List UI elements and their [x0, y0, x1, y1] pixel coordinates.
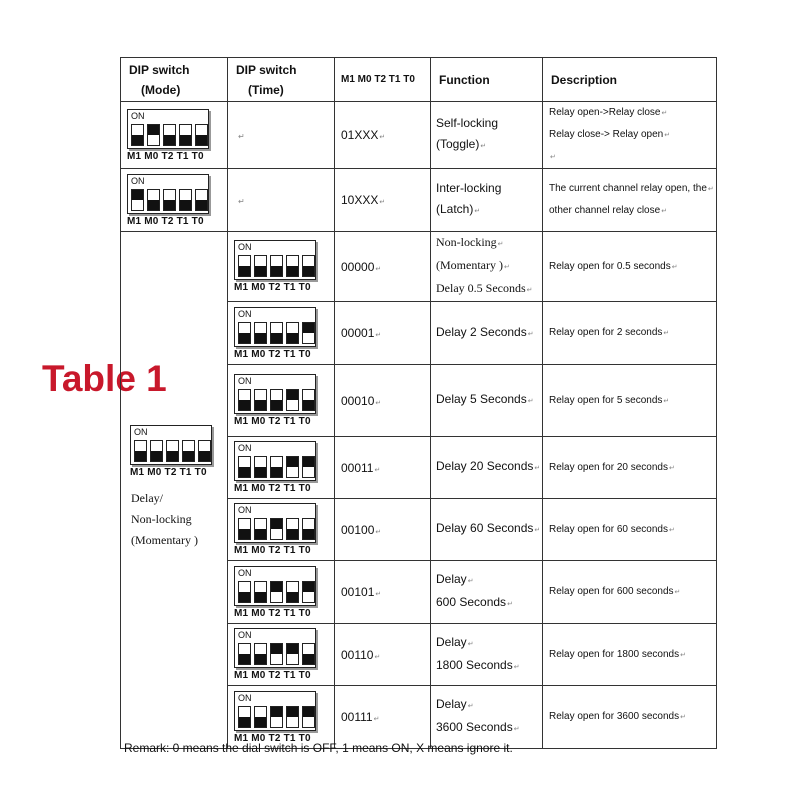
description-line-text: other channel relay close: [549, 205, 661, 216]
switch-pin-off: [238, 255, 251, 277]
switch-pin-off: [302, 518, 315, 540]
description-line: [549, 706, 716, 728]
return-mark-icon: ↵: [374, 466, 381, 474]
function-line-text: Delay 5 Seconds: [436, 392, 527, 406]
function-cell: [431, 561, 543, 624]
function-line: [436, 717, 542, 740]
return-mark-icon: ↵: [534, 527, 541, 534]
function-line: [436, 655, 542, 678]
function-line: [436, 199, 542, 222]
switch-pin-off: [166, 440, 179, 462]
switch-pin-on: [286, 389, 299, 411]
function-line-text: (Latch): [436, 202, 474, 216]
description-cell: [543, 169, 717, 232]
return-mark-icon: ↵: [379, 199, 386, 206]
switch-pin-off: [182, 440, 195, 462]
switch-pin-off: [179, 124, 192, 146]
dip-switch-body: [234, 628, 316, 668]
switch-pin-off: [238, 643, 251, 665]
return-mark-icon: ↵: [467, 578, 474, 585]
description-line: [549, 322, 716, 344]
table-row: [121, 102, 717, 169]
return-mark-icon: ↵: [663, 397, 670, 405]
description-line: [549, 390, 716, 412]
description-line-text: Relay open for 60 seconds: [549, 523, 668, 535]
description-cell: [543, 437, 717, 499]
return-mark-icon: ↵: [238, 197, 245, 206]
switch-pin-off: [179, 189, 192, 211]
dip-switch-body: [127, 174, 209, 214]
function-line: [436, 518, 542, 541]
switch-pin-off: [238, 518, 251, 540]
function-line-text: Delay 2 Seconds: [436, 324, 527, 339]
switch-pin-on: [286, 706, 299, 728]
function-cell: [431, 102, 543, 169]
switch-pin-off: [270, 255, 283, 277]
switch-pin-off: [302, 643, 315, 665]
return-mark-icon: ↵: [674, 589, 681, 596]
header-time-line1: DIP switch: [236, 62, 297, 77]
function-line: [436, 178, 542, 199]
switch-pins-label: M1 M0 T2 T1 T0: [234, 483, 311, 494]
description-cell: [543, 302, 717, 365]
delay-mode-label: [131, 488, 198, 551]
description-line: [549, 581, 716, 603]
switch-pin-off: [254, 255, 267, 277]
function-line-text: 3600 Seconds: [436, 720, 513, 734]
switch-pins-label: M1 M0 T2 T1 T0: [127, 215, 204, 227]
switch-pin-off: [286, 322, 299, 344]
bits-code: [341, 461, 430, 475]
description-cell: [543, 624, 717, 686]
function-cell: [431, 365, 543, 437]
bits-code-cell: [335, 624, 431, 686]
description-line: [549, 146, 716, 168]
function-cell: [431, 686, 543, 749]
dip-switch-body: [234, 307, 316, 347]
description-cell: [543, 686, 717, 749]
switch-pin-off: [134, 440, 147, 462]
switch-on-label: ON: [238, 443, 252, 453]
table-row: [121, 169, 717, 232]
header-function: Function: [431, 58, 543, 102]
description-line: [549, 178, 716, 200]
return-mark-icon: ↵: [526, 286, 533, 294]
switch-pin-off: [254, 706, 267, 728]
function-line: [436, 592, 542, 615]
switch-pin-off: [195, 189, 208, 211]
return-mark-icon: ↵: [375, 528, 382, 536]
switch-pin-off: [150, 440, 163, 462]
description-line-text: Relay open for 20 seconds: [549, 461, 668, 473]
switch-pins-label: M1 M0 T2 T1 T0: [130, 467, 207, 478]
function-line: [436, 694, 542, 717]
bits-code: [341, 648, 430, 662]
switch-on-label: ON: [238, 505, 252, 515]
dip-switch-diagram: [130, 425, 212, 478]
time-switch-cell: [228, 169, 335, 232]
switch-pins-label: M1 M0 T2 T1 T0: [234, 416, 311, 427]
function-line-text: Delay 0.5 Seconds: [436, 281, 526, 295]
function-line-text: Self-locking: [436, 116, 499, 130]
return-mark-icon: ↵: [661, 110, 668, 117]
switch-pin-off: [198, 440, 211, 462]
return-mark-icon: ↵: [668, 526, 675, 534]
switch-pin-off: [195, 124, 208, 146]
return-mark-icon: ↵: [513, 663, 520, 671]
function-line-text: Inter-locking: [436, 181, 502, 195]
return-mark-icon: ↵: [480, 143, 487, 150]
description-line-text: Relay open for 3600 seconds: [549, 711, 680, 722]
description-line-text: Relay open->Relay close: [549, 107, 661, 118]
bits-code: [341, 710, 430, 724]
switch-on-label: ON: [131, 110, 145, 121]
switch-on-label: ON: [134, 427, 148, 437]
return-mark-icon: ↵: [379, 134, 386, 141]
switch-pins-label: M1 M0 T2 T1 T0: [234, 732, 311, 744]
return-mark-icon: ↵: [497, 240, 504, 248]
function-line-text: 1800 Seconds: [436, 657, 513, 672]
switch-pin-on: [302, 456, 315, 478]
function-line-text: Delay: [436, 697, 467, 711]
function-line-text: 600 Seconds: [436, 595, 507, 609]
return-mark-icon: ↵: [374, 653, 381, 661]
bits-code: [341, 128, 430, 142]
switch-pin-off: [270, 389, 283, 411]
switch-on-label: ON: [238, 630, 252, 640]
description-line: [549, 124, 716, 146]
description-line: [549, 644, 716, 666]
return-mark-icon: ↵: [513, 726, 520, 733]
table-row: [121, 232, 717, 302]
bits-code-text: 00001: [341, 326, 375, 340]
switch-pin-on: [302, 706, 315, 728]
dip-switch-table: [120, 57, 717, 749]
return-mark-icon: ↵: [507, 601, 513, 608]
description-line-text: Relay open for 600 seconds: [549, 586, 674, 597]
return-mark-icon: ↵: [467, 640, 474, 648]
time-switch-cell: [228, 686, 335, 749]
return-mark-icon: ↵: [661, 208, 668, 215]
function-line: [436, 322, 542, 345]
function-line-text: Delay 60 Seconds: [436, 521, 534, 535]
bits-code-cell: [335, 365, 431, 437]
function-cell: [431, 232, 543, 302]
description-cell: [543, 561, 717, 624]
switch-pin-off: [286, 581, 299, 603]
return-mark-icon: ↵: [375, 265, 382, 273]
description-line-text: The current channel relay open, the: [549, 183, 707, 194]
mode-switch-cell: [121, 102, 228, 169]
switch-pin-off: [131, 124, 144, 146]
time-switch-cell: [228, 499, 335, 561]
function-line: [436, 456, 542, 479]
return-mark-icon: ↵: [671, 263, 678, 271]
return-mark-icon: ↵: [373, 716, 380, 723]
switch-pin-on: [131, 189, 144, 211]
bits-code-cell: [335, 561, 431, 624]
dip-switch-diagram: [127, 174, 209, 227]
switch-pins-label: M1 M0 T2 T1 T0: [234, 348, 311, 360]
return-mark-icon: ↵: [663, 330, 670, 337]
description-line: [549, 200, 716, 222]
switch-pin-off: [254, 389, 267, 411]
switch-pins-label: M1 M0 T2 T1 T0: [234, 545, 311, 556]
bits-code-text: 01XXX: [341, 128, 379, 142]
dip-switch-diagram: [234, 240, 316, 293]
switch-pin-on: [270, 643, 283, 665]
bits-code-text: 00010: [341, 393, 375, 408]
time-switch-cell: [228, 232, 335, 302]
description-line-text: Relay close-> Relay open: [549, 129, 664, 140]
description-line-text: Relay open for 1800 seconds: [549, 648, 680, 660]
mode-switch-cell: [121, 169, 228, 232]
switch-pin-on: [270, 581, 283, 603]
description-cell: [543, 102, 717, 169]
function-line-text: Non-locking: [436, 235, 497, 249]
return-mark-icon: ↵: [534, 465, 541, 472]
delay-mode-label-line: Delay/: [131, 491, 163, 505]
function-line: [436, 389, 542, 412]
time-switch-cell: [228, 102, 335, 169]
switch-pin-off: [254, 643, 267, 665]
bits-code-cell: [335, 686, 431, 749]
switch-on-label: ON: [131, 175, 145, 186]
bits-code: [341, 326, 430, 340]
return-mark-icon: ↵: [474, 208, 481, 215]
dip-switch-body: [130, 425, 212, 465]
bits-code-text: 00110: [341, 647, 374, 662]
table-label: Table 1: [42, 358, 167, 399]
function-line: [436, 255, 542, 278]
function-cell: [431, 624, 543, 686]
description-line: [549, 519, 716, 541]
description-cell: [543, 232, 717, 302]
function-line-text: Delay: [436, 634, 467, 649]
switch-pin-off: [163, 189, 176, 211]
header-row: [121, 58, 717, 102]
bits-code-text: 00111: [341, 710, 373, 724]
header-bits: M1 M0 T2 T1 T0: [335, 58, 431, 102]
return-mark-icon: ↵: [680, 651, 686, 659]
description-line-text: Relay open for 5 seconds: [549, 394, 663, 406]
description-line: [549, 457, 716, 479]
header-mode-line2: (Mode): [141, 82, 181, 97]
description-line: [549, 256, 716, 278]
return-mark-icon: ↵: [707, 186, 714, 193]
bits-code: [341, 394, 430, 408]
description-cell: [543, 365, 717, 437]
return-mark-icon: ↵: [238, 132, 245, 141]
function-line-text: (Toggle): [436, 137, 480, 151]
switch-pin-on: [302, 581, 315, 603]
dip-switch-diagram: [234, 307, 316, 360]
return-mark-icon: ↵: [375, 591, 382, 598]
header-mode: [121, 58, 228, 102]
function-line: [436, 232, 542, 255]
switch-pin-off: [302, 255, 315, 277]
header-mode-line1: DIP switch: [129, 62, 190, 77]
switch-pin-off: [254, 518, 267, 540]
return-mark-icon: ↵: [680, 714, 686, 721]
function-cell: [431, 302, 543, 365]
switch-on-label: ON: [238, 308, 252, 319]
switch-pin-off: [238, 322, 251, 344]
return-mark-icon: ↵: [467, 703, 474, 710]
bits-code-cell: [335, 169, 431, 232]
dip-switch-diagram: [127, 109, 209, 162]
bits-code-text: 00101: [341, 585, 375, 599]
switch-pin-off: [238, 456, 251, 478]
return-mark-icon: ↵: [527, 398, 534, 405]
bits-code-cell: [335, 102, 431, 169]
switch-pin-off: [238, 706, 251, 728]
description-line-text: Relay open for 0.5 seconds: [549, 260, 671, 272]
dip-switch-body: [127, 109, 209, 149]
switch-pin-on: [270, 706, 283, 728]
bits-code-text: 10XXX: [341, 193, 379, 207]
switch-on-label: ON: [238, 376, 252, 386]
bits-code: [341, 260, 430, 274]
return-mark-icon: ↵: [664, 132, 671, 139]
bits-code-text: 00100: [341, 522, 375, 537]
switch-pin-off: [163, 124, 176, 146]
header-description: Description: [543, 58, 717, 102]
switch-pin-on: [302, 322, 315, 344]
switch-pin-off: [254, 581, 267, 603]
switch-pins-label: M1 M0 T2 T1 T0: [234, 670, 311, 681]
function-line-text: (Momentary ): [436, 258, 503, 272]
time-switch-cell: [228, 437, 335, 499]
dip-switch-body: [234, 441, 316, 481]
dip-switch-body: [234, 503, 316, 543]
return-mark-icon: ↵: [668, 464, 675, 472]
switch-pins-label: M1 M0 T2 T1 T0: [234, 282, 311, 293]
bits-code-text: 00011: [341, 460, 374, 475]
delay-mode-label-line: (Momentary ): [131, 533, 198, 547]
switch-pin-off: [302, 389, 315, 411]
delay-mode-switch: [130, 425, 212, 478]
switch-pin-on: [286, 456, 299, 478]
bits-code-cell: [335, 437, 431, 499]
bits-code-cell: [335, 232, 431, 302]
dip-switch-diagram: [234, 374, 316, 427]
bits-code: [341, 193, 430, 207]
function-line-text: Delay: [436, 572, 467, 586]
header-time: [228, 58, 335, 102]
bits-code: [341, 523, 430, 537]
switch-pin-off: [270, 456, 283, 478]
dip-switch-diagram: [234, 628, 316, 681]
function-line: [436, 134, 542, 157]
function-line: [436, 632, 542, 655]
switch-pin-off: [286, 255, 299, 277]
switch-pin-on: [270, 518, 283, 540]
dip-switch-body: [234, 240, 316, 280]
return-mark-icon: ↵: [503, 263, 510, 271]
dip-switch-body: [234, 691, 316, 731]
function-line: [436, 113, 542, 134]
switch-pins-label: M1 M0 T2 T1 T0: [234, 607, 311, 619]
function-line: [436, 278, 542, 301]
function-cell: [431, 169, 543, 232]
function-line-text: Delay 20 Seconds: [436, 459, 534, 473]
dip-switch-diagram: [234, 441, 316, 494]
switch-pin-off: [254, 456, 267, 478]
delay-mode-label-line: Non-locking: [131, 512, 192, 526]
function-line: [436, 569, 542, 592]
time-switch-cell: [228, 365, 335, 437]
dip-switch-diagram: [234, 503, 316, 556]
return-mark-icon: ↵: [550, 154, 556, 161]
dip-switch-diagram: [234, 566, 316, 619]
function-cell: [431, 499, 543, 561]
switch-pin-off: [238, 389, 251, 411]
description-cell: [543, 499, 717, 561]
switch-pin-off: [147, 189, 160, 211]
dip-switch-body: [234, 566, 316, 606]
time-switch-cell: [228, 561, 335, 624]
description-line: [549, 102, 716, 124]
function-cell: [431, 437, 543, 499]
switch-pins-label: M1 M0 T2 T1 T0: [127, 150, 204, 162]
bits-code-cell: [335, 499, 431, 561]
bits-code-text: 00000: [341, 259, 375, 274]
header-time-line2: (Time): [248, 82, 284, 97]
switch-pin-on: [286, 643, 299, 665]
dip-switch-diagram: [234, 691, 316, 744]
bits-code: [341, 585, 430, 599]
switch-pin-off: [254, 322, 267, 344]
switch-on-label: ON: [238, 567, 252, 578]
switch-on-label: ON: [238, 242, 252, 252]
return-mark-icon: ↵: [527, 330, 534, 338]
description-line-text: Relay open for 2 seconds: [549, 327, 663, 338]
switch-pin-off: [238, 581, 251, 603]
bits-code-cell: [335, 302, 431, 365]
time-switch-cell: [228, 624, 335, 686]
dip-switch-body: [234, 374, 316, 414]
remark-text: Remark: 0 means the dial switch is OFF, 1 means ON, X means ignore it.: [124, 741, 513, 755]
return-mark-icon: ↵: [375, 399, 382, 407]
switch-on-label: ON: [238, 692, 252, 703]
switch-pin-off: [270, 322, 283, 344]
switch-pin-off: [286, 518, 299, 540]
switch-pin-on: [147, 124, 160, 146]
return-mark-icon: ↵: [375, 332, 382, 339]
time-switch-cell: [228, 302, 335, 365]
